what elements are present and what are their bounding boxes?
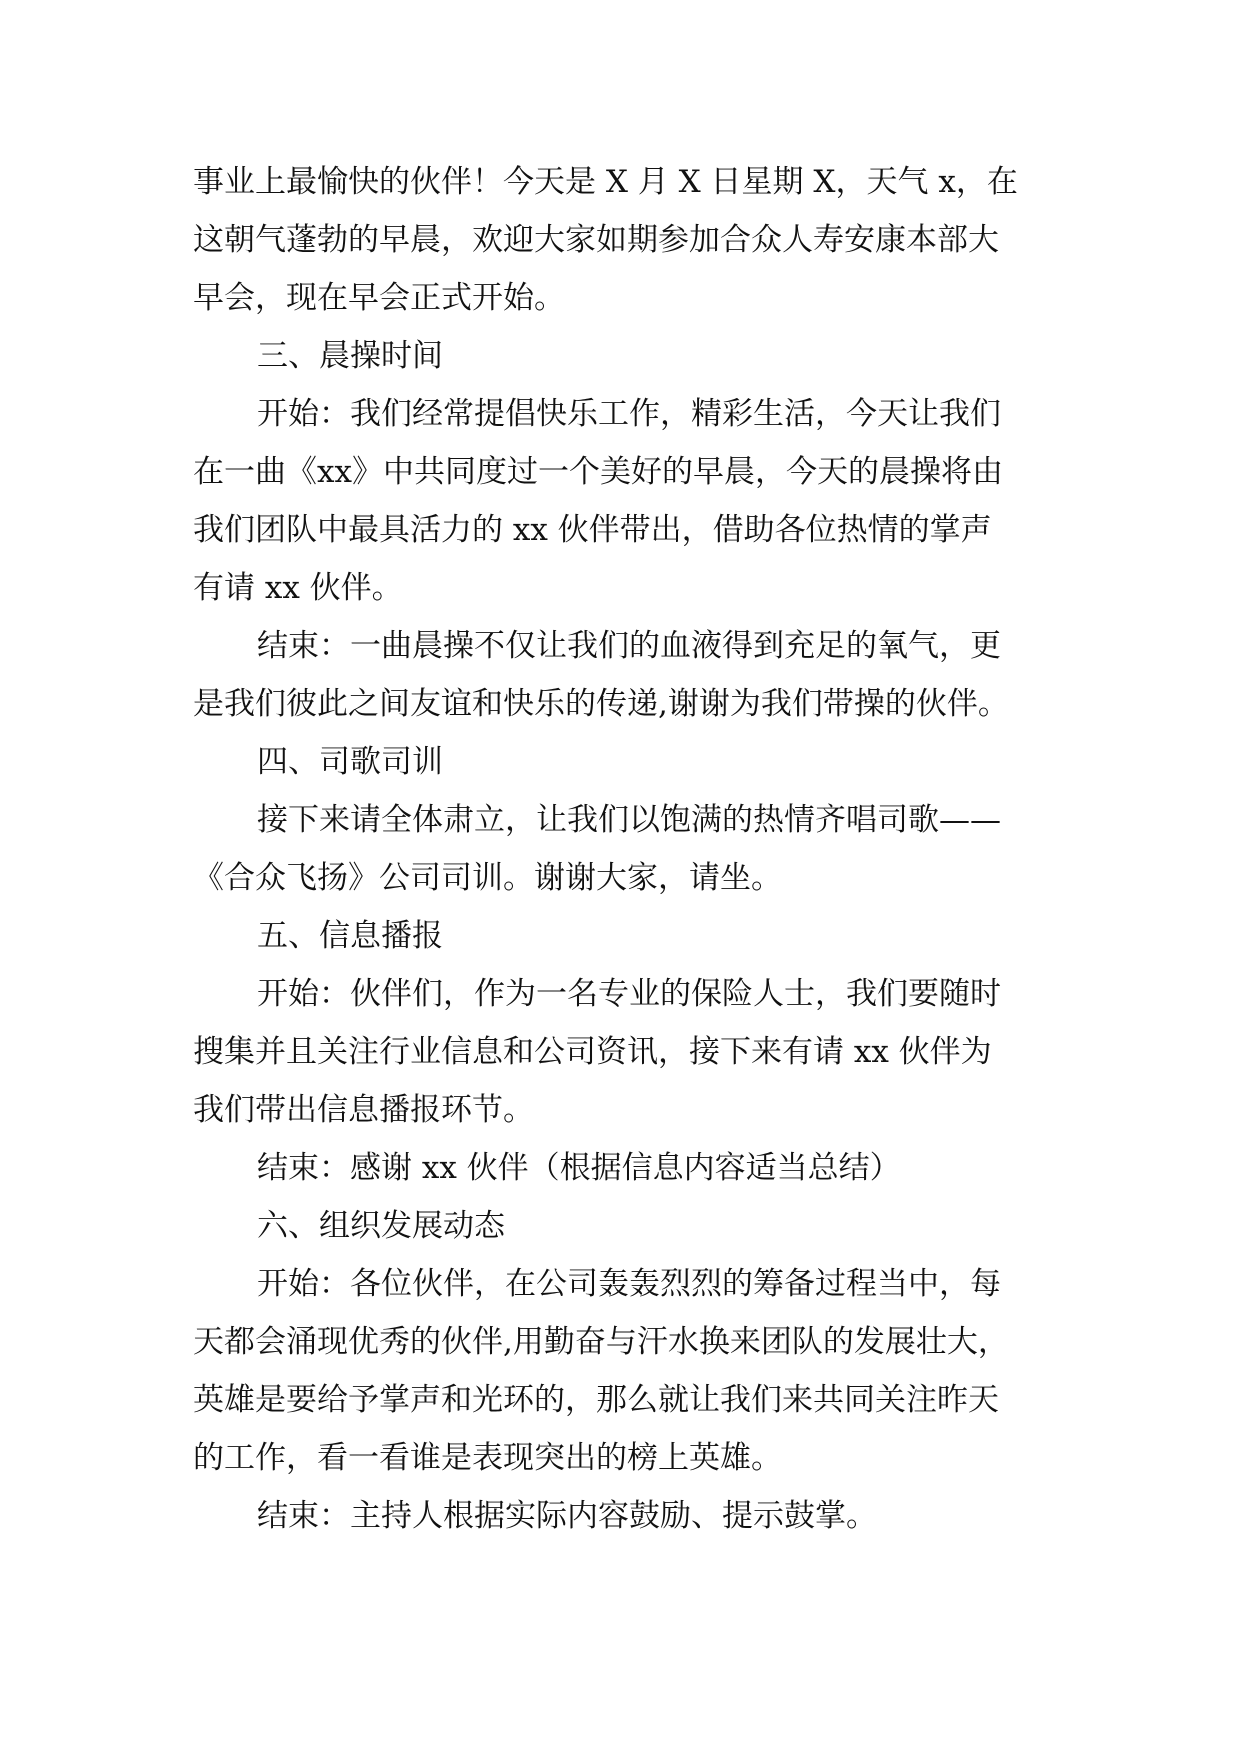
text-line: 事业上最愉快的伙伴！今天是 X 月 X 日星期 X，天气 x，在 xyxy=(193,164,1018,200)
section-heading: 五、信息播报 xyxy=(257,918,443,954)
section-heading: 三、晨操时间 xyxy=(257,338,443,374)
section-heading: 六、组织发展动态 xyxy=(257,1208,505,1244)
text-line: 我们带出信息播报环节。 xyxy=(193,1092,534,1128)
text-line: 《合众飞扬》公司司训。谢谢大家，请坐。 xyxy=(193,860,782,896)
text-line: 天都会涌现优秀的伙伴,用勤奋与汗水换来团队的发展壮大， xyxy=(193,1324,1009,1360)
text-line: 这朝气蓬勃的早晨，欢迎大家如期参加合众人寿安康本部大 xyxy=(193,222,999,258)
text-line: 结束：一曲晨操不仅让我们的血液得到充足的氧气，更 xyxy=(257,628,1001,664)
text-line: 英雄是要给予掌声和光环的，那么就让我们来共同关注昨天 xyxy=(193,1382,999,1418)
text-line: 结束：主持人根据实际内容鼓励、提示鼓掌。 xyxy=(257,1498,877,1534)
section-heading: 四、司歌司训 xyxy=(257,744,443,780)
text-line: 我们团队中最具活力的 xx 伙伴带出，借助各位热情的掌声 xyxy=(193,512,992,548)
text-line: 在一曲《xx》中共同度过一个美好的早晨，今天的晨操将由 xyxy=(193,454,1003,490)
text-line: 开始：我们经常提倡快乐工作，精彩生活，今天让我们 xyxy=(257,396,1001,432)
text-line: 接下来请全体肃立，让我们以饱满的热情齐唱司歌—— xyxy=(257,802,1001,838)
text-line: 的工作，看一看谁是表现突出的榜上英雄。 xyxy=(193,1440,782,1476)
text-line: 开始：伙伴们，作为一名专业的保险人士，我们要随时 xyxy=(257,976,1001,1012)
text-line: 有请 xx 伙伴。 xyxy=(193,570,403,606)
text-line: 结束：感谢 xx 伙伴（根据信息内容适当总结） xyxy=(257,1150,901,1186)
text-line: 开始：各位伙伴，在公司轰轰烈烈的筹备过程当中，每 xyxy=(257,1266,1001,1302)
text-line: 早会，现在早会正式开始。 xyxy=(193,280,565,316)
text-line: 搜集并且关注行业信息和公司资讯，接下来有请 xx 伙伴为 xyxy=(193,1034,992,1070)
text-line: 是我们彼此之间友谊和快乐的传递,谢谢为我们带操的伙伴。 xyxy=(193,686,1009,722)
